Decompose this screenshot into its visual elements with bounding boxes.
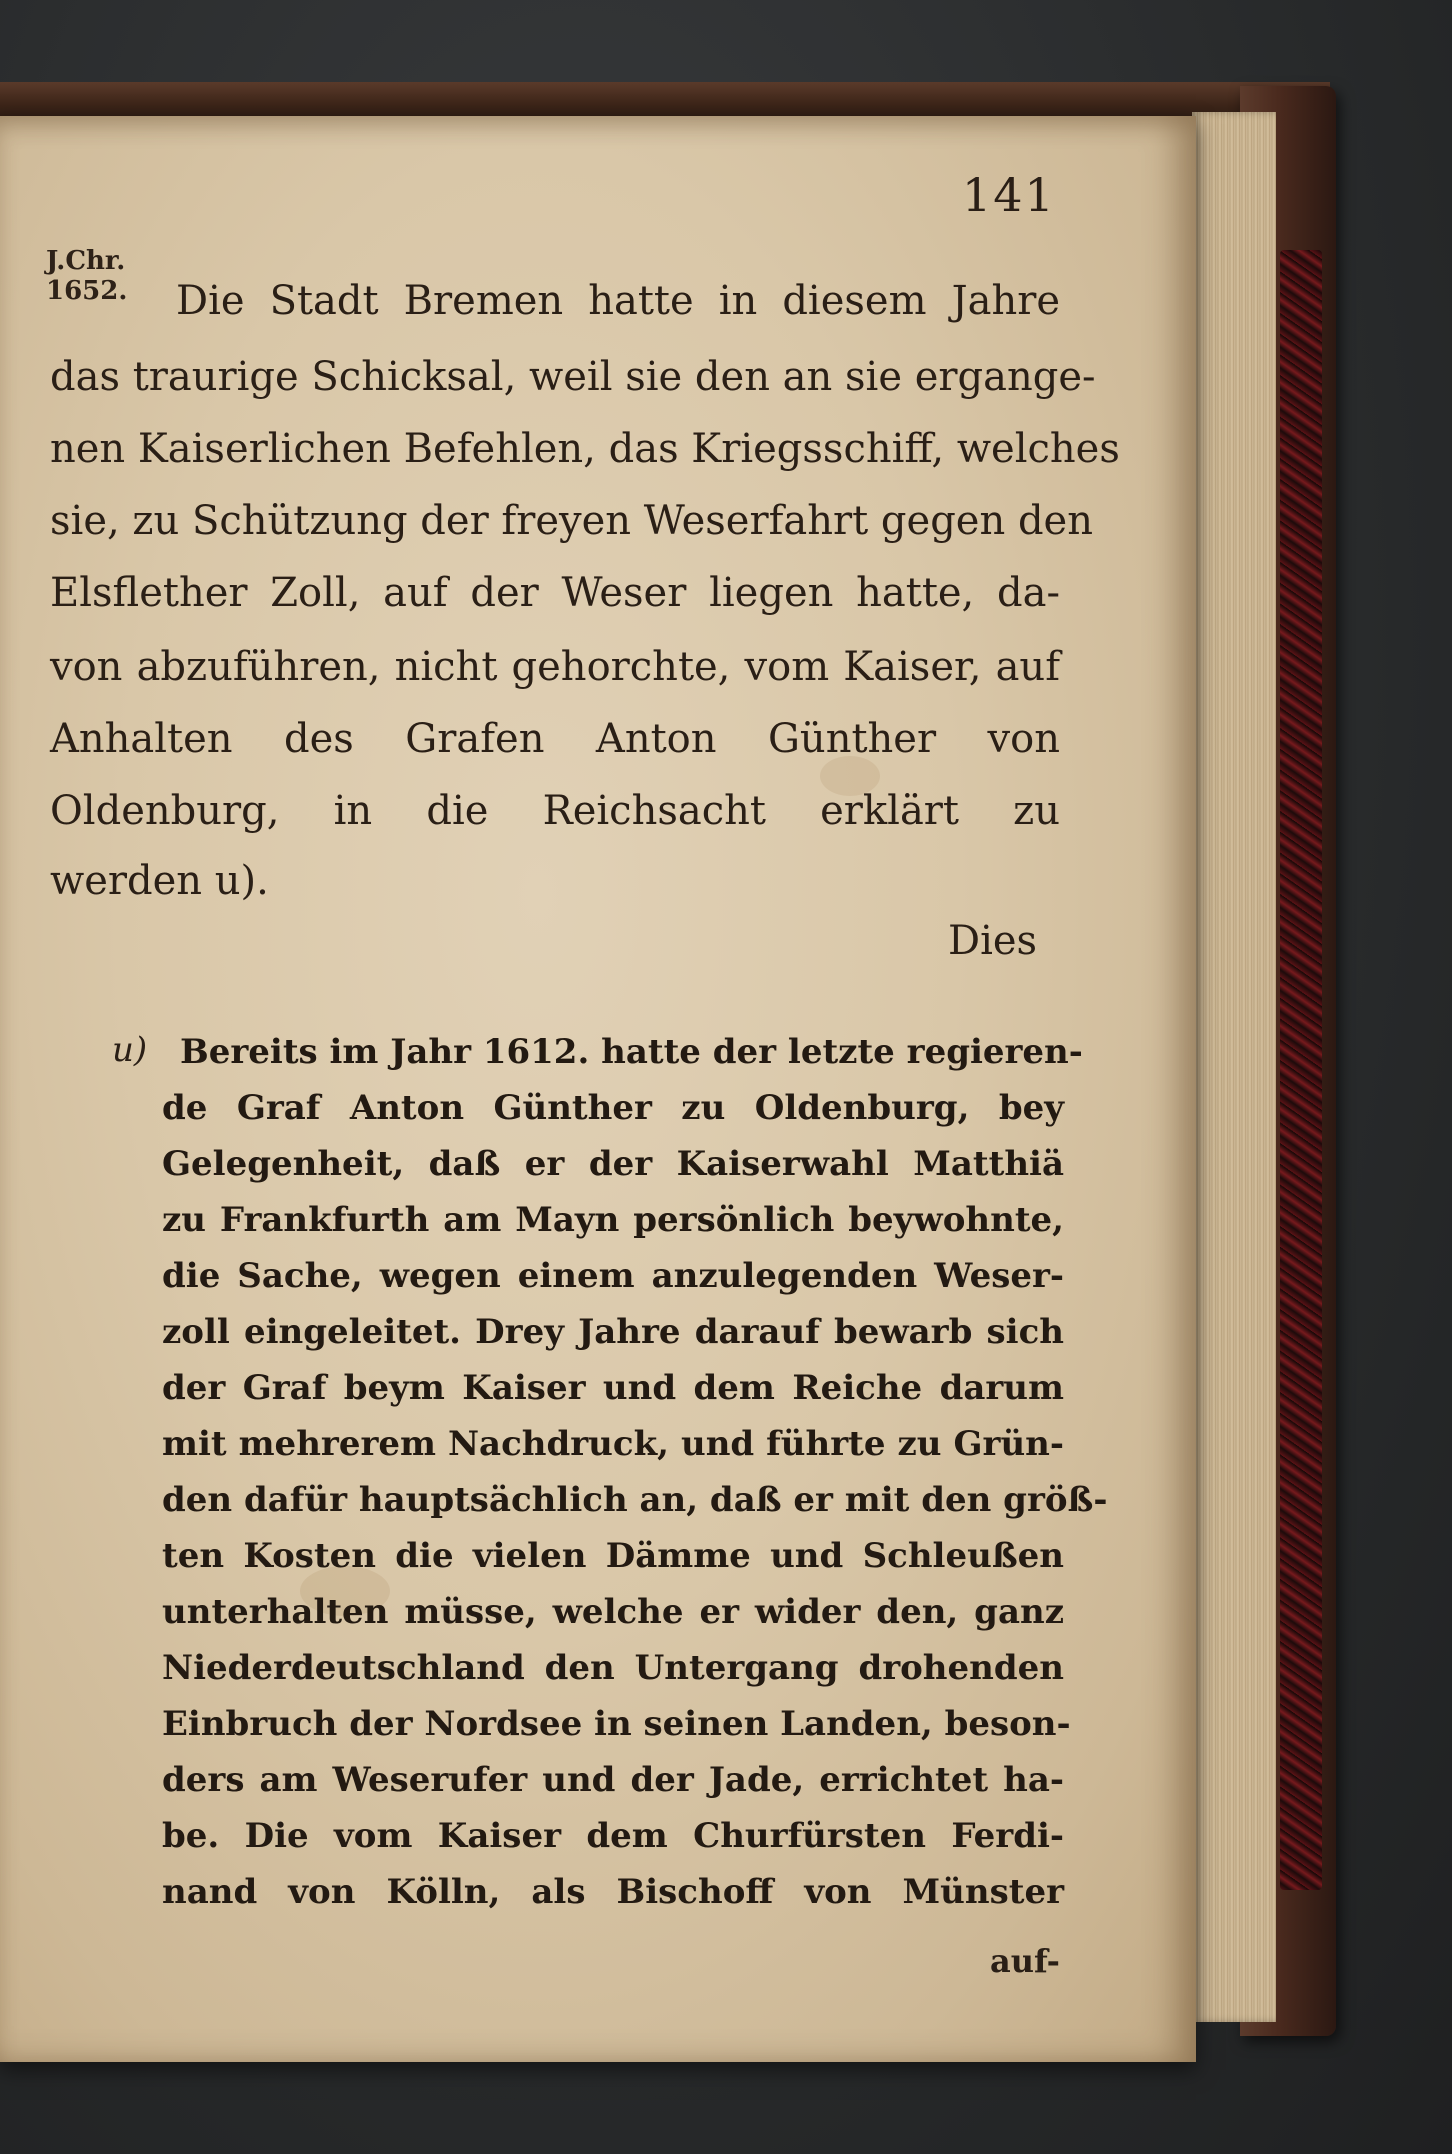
body-line: Anhalten des Grafen Anton Günther von	[50, 716, 1060, 762]
footnote-line: Niederdeutschland den Untergang drohenden	[162, 1648, 1064, 1688]
body-line: sie, zu Schützung der freyen Weserfahrt gegen den	[50, 498, 1093, 544]
footnote-line: Gelegenheit, daß er der Kaiserwahl Matthiä	[162, 1144, 1064, 1184]
marbled-endpaper	[1280, 250, 1322, 1890]
footnote-line: zu Frankfurth am Mayn persönlich beywohnte,	[162, 1200, 1064, 1240]
footnote-line: zoll eingeleitet. Drey Jahre darauf bewarb sich	[162, 1312, 1064, 1352]
footnote-line: Bereits im Jahr 1612. hatte der letzte regieren-	[180, 1032, 1083, 1072]
footnote-line: den dafür hauptsächlich an, daß er mit den größ-	[162, 1480, 1108, 1520]
page-edges	[1192, 112, 1276, 2022]
page-number: 141	[962, 168, 1056, 222]
body-line: werden u).	[50, 858, 269, 904]
footnote-line: ders am Weserufer und der Jade, errichtet ha-	[162, 1760, 1064, 1800]
footnote-line: Einbruch der Nordsee in seinen Landen, beson-	[162, 1704, 1071, 1744]
margin-note-line: 1652.	[46, 276, 128, 306]
margin-note-line: J.Chr.	[46, 246, 126, 276]
body-line: das traurige Schicksal, weil sie den an sie ergange-	[50, 354, 1096, 400]
footnote-line: nand von Kölln, als Bischoff von Münster	[162, 1872, 1064, 1912]
footnote-catchword: auf-	[990, 1942, 1060, 1980]
footnote-line: der Graf beym Kaiser und dem Reiche darum	[162, 1368, 1064, 1408]
body-line: nen Kaiserlichen Befehlen, das Kriegsschiff, welches	[50, 426, 1120, 472]
body-line: Elsflether Zoll, auf der Weser liegen hatte, da-	[50, 570, 1060, 616]
body-line: Oldenburg, in die Reichsacht erklärt zu	[50, 788, 1060, 834]
footnote-line: ten Kosten die vielen Dämme und Schleußen	[162, 1536, 1064, 1576]
body-line: Die Stadt Bremen hatte in diesem Jahre	[176, 278, 1060, 324]
body-line: von abzuführen, nicht gehorchte, vom Kaiser, auf	[50, 644, 1060, 690]
footnote-marker: u)	[112, 1030, 148, 1070]
margin-note	[46, 246, 127, 306]
footnote-line: mit mehrerem Nachdruck, und führte zu Grün-	[162, 1424, 1064, 1464]
footnote-line: die Sache, wegen einem anzulegenden Weser-	[162, 1256, 1064, 1296]
footnote-line: unterhalten müsse, welche er wider den, ganz	[162, 1592, 1064, 1632]
footnote-line: de Graf Anton Günther zu Oldenburg, bey	[162, 1088, 1064, 1128]
catchword: Dies	[948, 918, 1038, 964]
footnote-line: be. Die vom Kaiser dem Churfürsten Ferdi-	[162, 1816, 1064, 1856]
